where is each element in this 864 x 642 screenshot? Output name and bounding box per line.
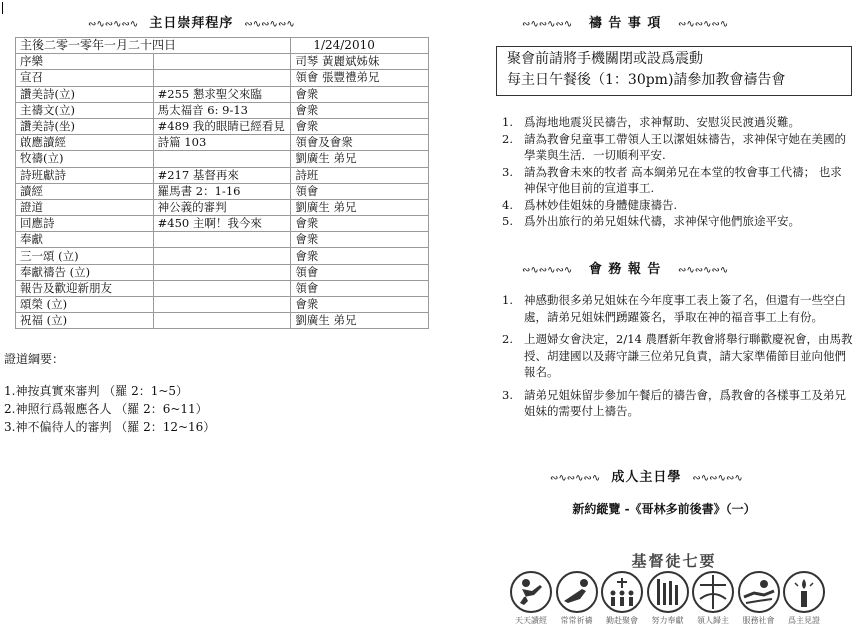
order-person: 劉廣生 弟兄: [291, 151, 429, 167]
order-row: [16, 70, 429, 86]
order-person: 領會 張豐禮弟兄: [291, 70, 429, 86]
prayer-item: [502, 164, 848, 197]
date-cn: 主後二零一零年一月二十四日: [16, 38, 291, 54]
seven-essentials-label: 爲主見證: [788, 616, 820, 625]
order-item: 宣召: [16, 70, 154, 86]
sunday-school-series: 新約縱覽 -《哥林多前後書》（一）: [572, 502, 756, 516]
prayer-item-text: 請為教會未來的牧者 高本綱弟兄在本堂的牧會事工代禱； 也求神保守他目前的宣道事工.: [524, 164, 842, 195]
order-content: #450 主啊！我今來: [153, 216, 291, 232]
order-item: 回應詩: [16, 216, 154, 232]
title-ornament-right: ∾∿∾∿∾∿: [678, 19, 729, 30]
prayer-item-number: 3.: [502, 164, 513, 179]
order-item: 祝福 (立): [16, 313, 154, 329]
order-content: [153, 297, 291, 313]
order-person: 領會及會衆: [291, 135, 429, 151]
title-ornament-left: ∾∿∾∿∾∿: [522, 19, 573, 30]
order-content: [153, 313, 291, 329]
prayer-item-text: 爲林妙佳姐妹的身體健康禱告.: [524, 197, 678, 212]
title-ornament-right: ∾∿∾∿∾∿: [244, 19, 295, 30]
order-content: [153, 264, 291, 280]
order-content: 馬太福音 6: 9-13: [153, 102, 291, 118]
order-content: #217 基督再來: [153, 167, 291, 183]
sermon-outline-point-1: 1.神按真實來審判 （羅 2：1~5）: [4, 384, 189, 398]
notice-box: [496, 46, 852, 96]
prayer-item-text: 爲海地地震災民禱告，求神幫助、安慰災民渡過災難。: [524, 115, 800, 129]
evangelism-icon: [692, 571, 734, 613]
order-item: 頌榮 (立): [16, 297, 154, 313]
notice-line-1: 聚會前請將手機關閉或設爲震動: [507, 51, 703, 67]
prayer-item-number: 2.: [502, 131, 513, 146]
title-ornament-left: ∾∿∾∿∾∿: [88, 19, 139, 30]
order-content: [153, 248, 291, 264]
prayer-item-number: 4.: [502, 197, 513, 212]
seven-essentials-label: 常常祈禱: [560, 616, 593, 625]
order-content: [153, 280, 291, 296]
order-item: 序樂: [16, 54, 154, 70]
order-item: 奉獻禱告 (立): [16, 264, 154, 280]
affairs-item-number: 1.: [502, 293, 513, 307]
order-row: [16, 118, 429, 134]
order-row: [16, 199, 429, 215]
order-person: 會衆: [291, 216, 429, 232]
order-content: 詩篇 103: [153, 135, 291, 151]
seven-essentials-label: 勤赴聚會: [606, 616, 638, 625]
order-row: [16, 167, 429, 183]
worship-order-title: ∾∿∾∿∾∿ 主日崇拜程序 ∾∿∾∿∾∿: [88, 16, 295, 31]
order-item: 三一頌 (立): [16, 248, 154, 264]
affairs-item-number: 2.: [502, 332, 513, 346]
order-person: 領會: [291, 183, 429, 199]
order-row: [16, 135, 429, 151]
affairs-item-text: 上週婦女會決定，2/14 農曆新年教會將舉行聯歡慶祝會，由馬教授、胡建國以及蔣守謙三位弟兄負責，請大家準備節目並向他們報名。: [524, 332, 853, 379]
order-item: 主禱文(立): [16, 102, 154, 118]
prayer-item: [502, 197, 848, 214]
seven-essentials-label: 領人歸主: [697, 616, 729, 625]
order-person: 劉廣生 弟兄: [291, 313, 429, 329]
order-row: [16, 102, 429, 118]
order-row: [16, 313, 429, 329]
order-content: [153, 54, 291, 70]
prayer-item: [502, 131, 848, 164]
seven-essentials-title: 基督徒七要: [631, 552, 717, 570]
affairs-item: [502, 331, 854, 381]
order-item: 讀經: [16, 183, 154, 199]
order-row: [16, 232, 429, 248]
order-person: 領會: [291, 280, 429, 296]
seven-essentials-label: 努力奉獻: [651, 616, 684, 625]
order-row: [16, 183, 429, 199]
affairs-list: [502, 292, 854, 426]
prayer-item: [502, 213, 848, 230]
sermon-outline-point-3: 3.神不偏待人的審判 （羅 2：12~16）: [4, 420, 216, 434]
order-person: 詩班: [291, 167, 429, 183]
order-row: [16, 151, 429, 167]
order-row: [16, 216, 429, 232]
order-row: [16, 86, 429, 102]
order-item: 奉獻: [16, 232, 154, 248]
affairs-item-text: 神感動很多弟兄姐妹在今年度事工表上簽了名，但還有一些空白處，請弟兄姐妹們踴躍簽名，爭取在神的福音事工上有份。: [524, 293, 846, 324]
order-item: 讚美詩(立): [16, 86, 154, 102]
affairs-item-text: 請弟兄姐妹留步參加午餐后的禱告會，爲教會的各樣事工及弟兄姐妹的需要付上禱告。: [524, 387, 846, 418]
sermon-outline: [4, 350, 215, 436]
order-person: 會衆: [291, 297, 429, 313]
title-ornament-right: ∾∿∾∿∾∿: [678, 265, 729, 276]
affairs-item: [502, 387, 854, 420]
order-content: 羅馬書 2：1-16: [153, 183, 291, 199]
order-person: 司琴 黃麗斌姊妹: [291, 54, 429, 70]
prayer-item-text: 爲外出旅行的弟兄姐妹代禱，求神保守他們旅途平安。: [524, 214, 800, 228]
order-item: 報告及歡迎新朋友: [16, 280, 154, 296]
order-person: 劉廣生 弟兄: [291, 199, 429, 215]
title-ornament-left: ∾∿∾∿∾∿: [550, 473, 601, 484]
prayer-item-number: 1.: [502, 115, 513, 129]
sunday-school-title: ∾∿∾∿∾∿ 成人主日學 ∾∿∾∿∾∿: [550, 470, 743, 485]
sermon-outline-point-2: 2.神照行爲報應各人 （羅 2：6~11）: [4, 402, 208, 416]
prayer-item-number: 5.: [502, 214, 513, 228]
order-item: 詩班獻詩: [16, 167, 154, 183]
date-num: 1/24/2010: [291, 38, 429, 54]
witness-candle-icon: [783, 571, 825, 613]
worship-order-table: [15, 37, 429, 329]
order-content: [153, 70, 291, 86]
church-gathering-icon: [601, 571, 643, 613]
notice-line-2: 每主日午餐後（1：30pm)請參加教會禱告會: [507, 72, 786, 88]
affairs-item: [502, 292, 854, 325]
seven-essentials-label: 服務社會: [742, 616, 775, 625]
order-person: 會衆: [291, 248, 429, 264]
order-row: [16, 297, 429, 313]
order-row: [16, 248, 429, 264]
order-row: [16, 54, 429, 70]
order-content: [153, 151, 291, 167]
order-content: 神公義的審判: [153, 199, 291, 215]
offering-icon: [647, 571, 689, 613]
sermon-outline-heading: 證道綱要：: [4, 352, 65, 366]
date-row: [16, 38, 429, 54]
prayer-item: [502, 114, 848, 131]
order-item: 牧禱(立): [16, 151, 154, 167]
praying-icon: [556, 571, 598, 613]
prayer-item-text: 請為教會兒童事工帶領人王以潔姐妹禱告，求神保守她在美國的學業與生活．一切順利平安.: [524, 131, 846, 162]
affairs-item-number: 3.: [502, 387, 513, 402]
order-person: 領會: [291, 264, 429, 280]
order-row: [16, 264, 429, 280]
order-item: 讚美詩(坐): [16, 118, 154, 134]
order-item: 啟應讀經: [16, 135, 154, 151]
affairs-title: ∾∿∾∿∾∿ 會 務 報 告 ∾∿∾∿∾∿: [522, 262, 729, 277]
order-person: 會衆: [291, 232, 429, 248]
prayer-title: ∾∿∾∿∾∿ 禱 告 事 項 ∾∿∾∿∾∿: [522, 16, 729, 31]
order-item: 證道: [16, 199, 154, 215]
title-ornament-right: ∾∿∾∿∾∿: [692, 473, 743, 484]
seven-essentials-icons: [510, 571, 825, 613]
order-person: 會衆: [291, 102, 429, 118]
order-content: #489 我的眼睛已經看見: [153, 118, 291, 134]
seven-essentials-label: 天天讀經: [515, 616, 547, 625]
bible-reading-icon: [510, 571, 552, 613]
order-person: 會衆: [291, 118, 429, 134]
serving-society-icon: [738, 571, 780, 613]
title-ornament-left: ∾∿∾∿∾∿: [522, 265, 573, 276]
prayer-list: [502, 114, 848, 230]
seven-essentials-labels: [510, 615, 825, 626]
order-content: #255 懇求聖父來臨: [153, 86, 291, 102]
order-row: [16, 280, 429, 296]
order-person: 會衆: [291, 86, 429, 102]
order-rows: [16, 54, 429, 329]
order-content: [153, 232, 291, 248]
